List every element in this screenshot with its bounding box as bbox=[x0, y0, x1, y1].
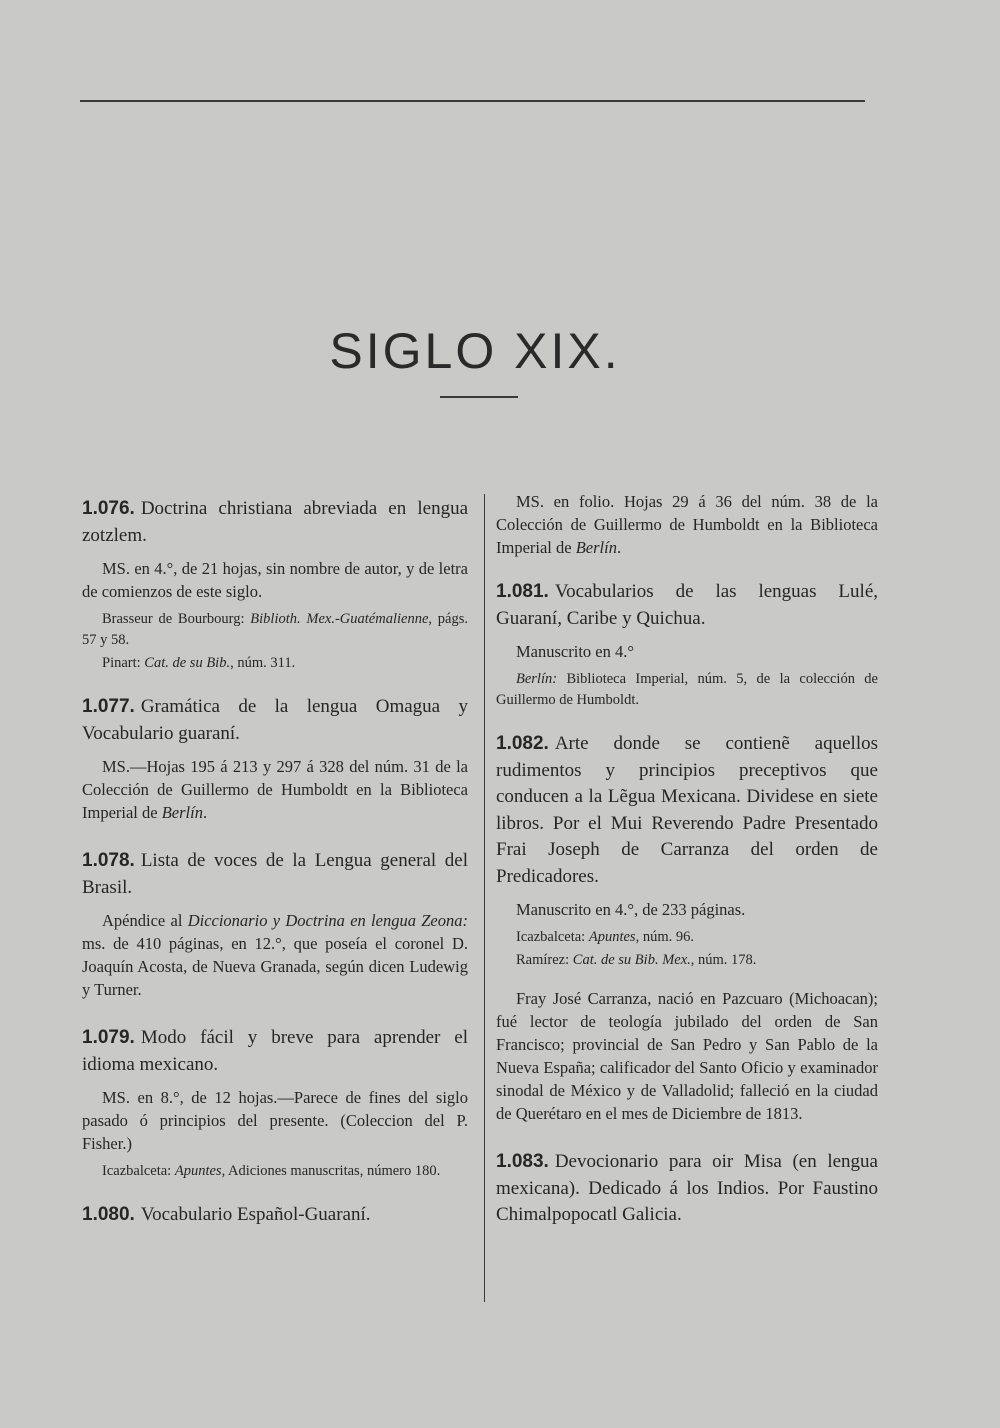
entry-title: Lista de voces de la Lengua general del Brasil. bbox=[82, 850, 468, 898]
ref-work: Biblioth. Mex.-Guatémalienne bbox=[250, 611, 429, 627]
ref-work: Cat. de su Bib. Mex. bbox=[572, 952, 691, 968]
entry-heading bbox=[82, 694, 468, 747]
entry-1076 bbox=[82, 496, 468, 674]
ref-detail: , núm. 311. bbox=[230, 655, 296, 671]
ref-author: Icazbalceta: bbox=[516, 929, 589, 945]
entry-reference bbox=[82, 609, 468, 651]
ref-author: Icazbalceta: bbox=[102, 1163, 175, 1179]
entry-title: Vocabularios de las lenguas Lulé, Guaraní, Caribe y Quichua. bbox=[496, 581, 878, 629]
entry-number: 1.083. bbox=[496, 1151, 549, 1172]
entry-1080-description bbox=[496, 490, 878, 559]
entry-number: 1.082. bbox=[496, 733, 549, 754]
ref-detail: , núm. 178. bbox=[690, 952, 757, 968]
entry-title: Doctrina christiana abreviada en lengua zotzlem. bbox=[82, 498, 468, 546]
entry-1083 bbox=[496, 1149, 878, 1229]
desc-text: . bbox=[202, 803, 208, 822]
entry-title: Modo fácil y breve para aprender el idioma mexicano. bbox=[82, 1027, 468, 1075]
ref-author: Ramírez: bbox=[516, 952, 573, 968]
right-column bbox=[496, 490, 878, 1237]
entry-1081 bbox=[496, 579, 878, 711]
ref-work: Apuntes bbox=[174, 1163, 222, 1179]
desc-italic: Diccionario y Doctrina en lengua Zeona: bbox=[187, 911, 468, 930]
entry-1078 bbox=[82, 848, 468, 1001]
left-column bbox=[82, 496, 468, 1237]
entry-heading bbox=[82, 1025, 468, 1078]
entry-title: Arte donde se contienẽ aquellos rudimentos y principios preceptivos que conducen a la Lẽgua Mexicana. Dividese en siete libros. Por el Mui Reverendo Padre Presentado Frai Joseph de Carranza del orden de Predicadores. bbox=[496, 733, 878, 887]
entry-number: 1.077. bbox=[82, 696, 135, 717]
entry-reference bbox=[496, 669, 878, 711]
entry-1079 bbox=[82, 1025, 468, 1182]
entry-reference bbox=[82, 1161, 468, 1182]
entry-description bbox=[82, 755, 468, 824]
entry-title: Vocabulario Español-Guaraní. bbox=[140, 1204, 371, 1225]
entry-description: Manuscrito en 4.° bbox=[516, 642, 634, 661]
entry-description bbox=[82, 909, 468, 1001]
entry-heading bbox=[82, 496, 468, 549]
desc-text: MS. en folio. Hojas 29 á 36 del núm. 38 de la Colección de Guillermo de Humboldt en la Biblioteca Imperial de bbox=[496, 492, 878, 557]
ref-detail: Biblioteca Imperial, núm. 5, de la colección de Guillermo de Humboldt. bbox=[496, 671, 878, 708]
page-title: SIGLO XIX. bbox=[329, 323, 621, 379]
entry-1077 bbox=[82, 694, 468, 824]
entry-number: 1.079. bbox=[82, 1027, 135, 1048]
desc-text: . bbox=[616, 538, 622, 557]
ref-detail: , núm. 96. bbox=[635, 929, 694, 945]
ref-work: Cat. de su Bib. bbox=[144, 655, 231, 671]
desc-italic: Berlín bbox=[161, 803, 203, 822]
desc-text: MS.—Hojas 195 á 213 y 297 á 328 del núm. 31 de la Colección de Guillermo de Humboldt en la Biblioteca Imperial de bbox=[82, 757, 468, 822]
entry-description: MS. en 8.°, de 12 hojas.—Parece de fines del siglo pasado ó principios del presente. (Coleccion del P. Fisher.) bbox=[82, 1088, 468, 1153]
entry-title: Devocionario para oir Misa (en lengua mexicana). Dedicado á los Indios. Por Faustino Chimalpopocatl Galicia. bbox=[496, 1151, 878, 1225]
top-rule bbox=[80, 100, 865, 102]
entry-description: Manuscrito en 4.°, de 233 páginas. bbox=[516, 900, 746, 919]
entry-reference bbox=[82, 653, 468, 674]
ref-author: Pinart: bbox=[102, 655, 145, 671]
ref-detail: , Adiciones manuscritas, número 180. bbox=[221, 1163, 441, 1179]
entry-heading bbox=[496, 731, 878, 890]
entry-1080 bbox=[82, 1202, 468, 1229]
entry-number: 1.076. bbox=[82, 498, 135, 519]
entry-number: 1.078. bbox=[82, 850, 135, 871]
entry-biography: Fray José Carranza, nació en Pazcuaro (Michoacan); fué lector de teología jubilado del orden de San Francisco; provincial de San Pedro y San Pablo de la Nueva España; calificador del Santo Oficio y examinador sinodal de México y de Valladolid; falleció en la ciudad de Querétaro en el mes de Diciembre de 1813. bbox=[496, 989, 878, 1123]
entry-number: 1.080. bbox=[82, 1204, 135, 1225]
desc-italic: Berlín bbox=[575, 538, 617, 557]
ref-work: Apuntes bbox=[588, 929, 636, 945]
entry-1082 bbox=[496, 731, 878, 1125]
desc-text: Apéndice al bbox=[102, 911, 188, 930]
desc-text: ms. de 410 páginas, en 12.°, que poseía el coronel D. Joaquín Acosta, de Nueva Granada, según dicen Ludewig y Turner. bbox=[82, 934, 468, 999]
entry-reference bbox=[496, 950, 878, 971]
entry-reference bbox=[496, 927, 878, 948]
entry-heading bbox=[496, 1149, 878, 1229]
ref-author: Brasseur de Bourbourg: bbox=[102, 611, 251, 627]
ref-detail: , págs. 57 y 58. bbox=[82, 611, 468, 648]
column-divider bbox=[484, 494, 485, 1302]
entry-heading bbox=[496, 579, 878, 632]
ref-work: Berlín: bbox=[516, 671, 558, 687]
title-rule bbox=[440, 396, 518, 398]
entry-description: MS. en 4.°, de 21 hojas, sin nombre de autor, y de letra de comienzos de este siglo. bbox=[82, 559, 468, 601]
entry-heading bbox=[82, 1202, 468, 1229]
entry-heading bbox=[82, 848, 468, 901]
entry-number: 1.081. bbox=[496, 581, 549, 602]
entry-title: Gramática de la lengua Omagua y Vocabulario guaraní. bbox=[82, 696, 468, 744]
